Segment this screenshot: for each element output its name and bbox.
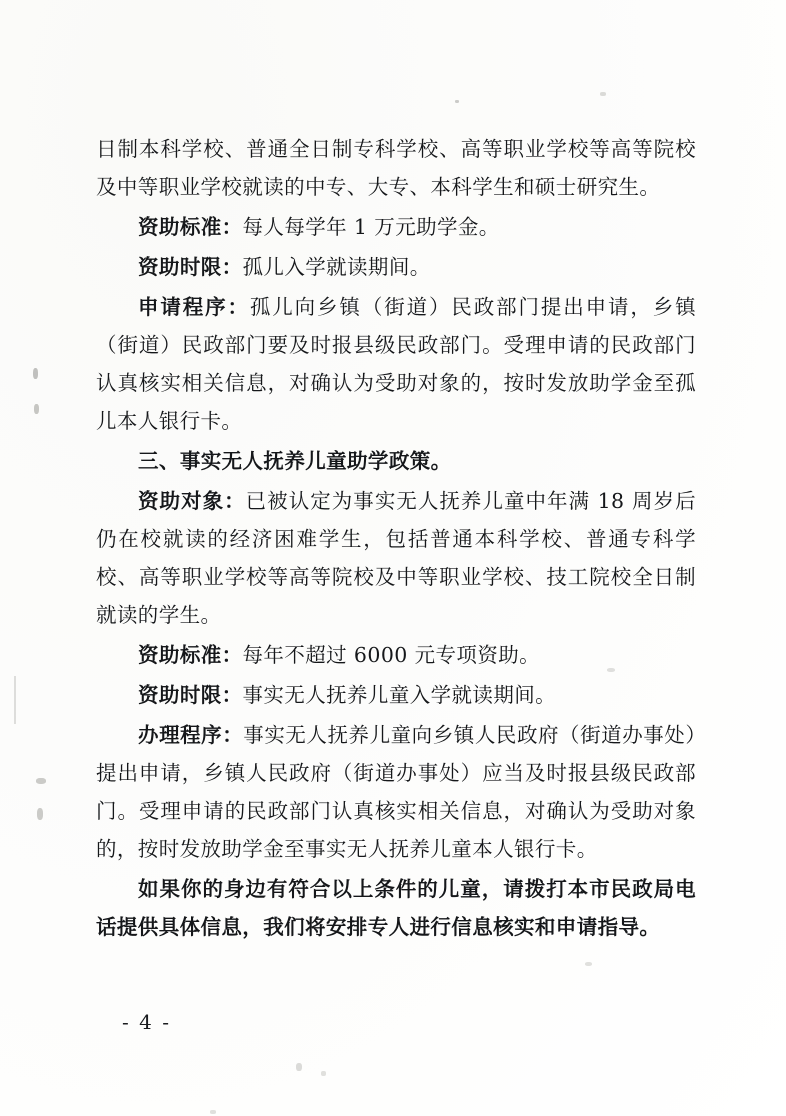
paragraph-text: 事实无人抚养儿童向乡镇人民政府（街道办事处）提出申请，乡镇人民政府（街道办事处）应当及时报县级民政部门。受理申请的民政部门认真核实相关信息，对确认为受助对象的，按时发放助学金至事实无人抚养儿童本人银行卡。	[96, 723, 696, 861]
scan-speck	[36, 778, 46, 784]
paragraph-defacto-duration	[96, 676, 696, 714]
paragraph-continued-scope	[96, 130, 696, 206]
paragraph-text: 孤儿向乡镇（街道）民政部门提出申请，乡镇（街道）民政部门要及时报县级民政部门。受理申请的民政部门认真核实相关信息，对确认为受助对象的，按时发放助学金至孤儿本人银行卡。	[96, 295, 697, 433]
paragraph-lead: 申请程序：	[138, 295, 250, 319]
scan-speck	[210, 1110, 216, 1114]
paragraph-lead: 办理程序：	[138, 723, 244, 747]
paragraph-text: 孤儿入学就读期间。	[242, 255, 431, 279]
paragraph-lead: 资助时限：	[138, 683, 243, 707]
page-number: - 4 -	[122, 1010, 171, 1034]
scan-streak	[14, 676, 16, 724]
paragraph-text: 每年不超过 6000 元专项资助。	[242, 643, 541, 667]
scan-speck	[600, 92, 606, 96]
paragraph-lead: 资助标准：	[138, 215, 243, 239]
paragraph-orphan-duration	[96, 248, 696, 286]
scan-speck	[37, 808, 43, 820]
scan-speck	[296, 1063, 302, 1071]
paragraph-lead: 资助时限：	[138, 255, 243, 279]
paragraph-text: 如果你的身边有符合以上条件的儿童，请拨打本市民政局电话提供具体信息，我们将安排专人进行信息核实和申请指导。	[96, 877, 696, 939]
scan-speck	[585, 962, 592, 966]
paragraph-defacto-target	[96, 482, 696, 634]
paragraph-defacto-procedure	[96, 716, 696, 868]
section-heading-three	[96, 442, 696, 480]
paragraph-closing-call	[96, 870, 696, 946]
paragraph-lead: 资助对象：	[138, 489, 246, 513]
scan-speck	[33, 368, 38, 379]
scan-speck	[34, 404, 39, 414]
scan-speck	[455, 100, 459, 103]
document-body	[96, 130, 697, 1034]
paragraph-text: 已被认定为事实无人抚养儿童中年满 18 周岁后仍在校就读的经济困难学生，包括普通本科学校、普通专科学校、高等职业学校等高等院校及中等职业学校、技工院校全日制就读的学生。	[96, 489, 696, 627]
section-heading-text: 三、事实无人抚养儿童助学政策。	[138, 449, 452, 473]
paragraph-orphan-standard	[96, 208, 696, 246]
paragraph-lead: 资助标准：	[138, 643, 243, 667]
paragraph-text: 事实无人抚养儿童入学就读期间。	[242, 683, 557, 707]
paragraph-defacto-standard	[96, 636, 696, 674]
paragraph-text: 日制本科学校、普通全日制专科学校、高等职业学校等高等院校及中等职业学校就读的中专、大专、本科学生和硕士研究生。	[96, 137, 696, 199]
paragraph-orphan-procedure	[96, 288, 696, 440]
paragraph-text: 每人每学年 1 万元助学金。	[242, 215, 500, 239]
scan-speck	[321, 1071, 326, 1076]
